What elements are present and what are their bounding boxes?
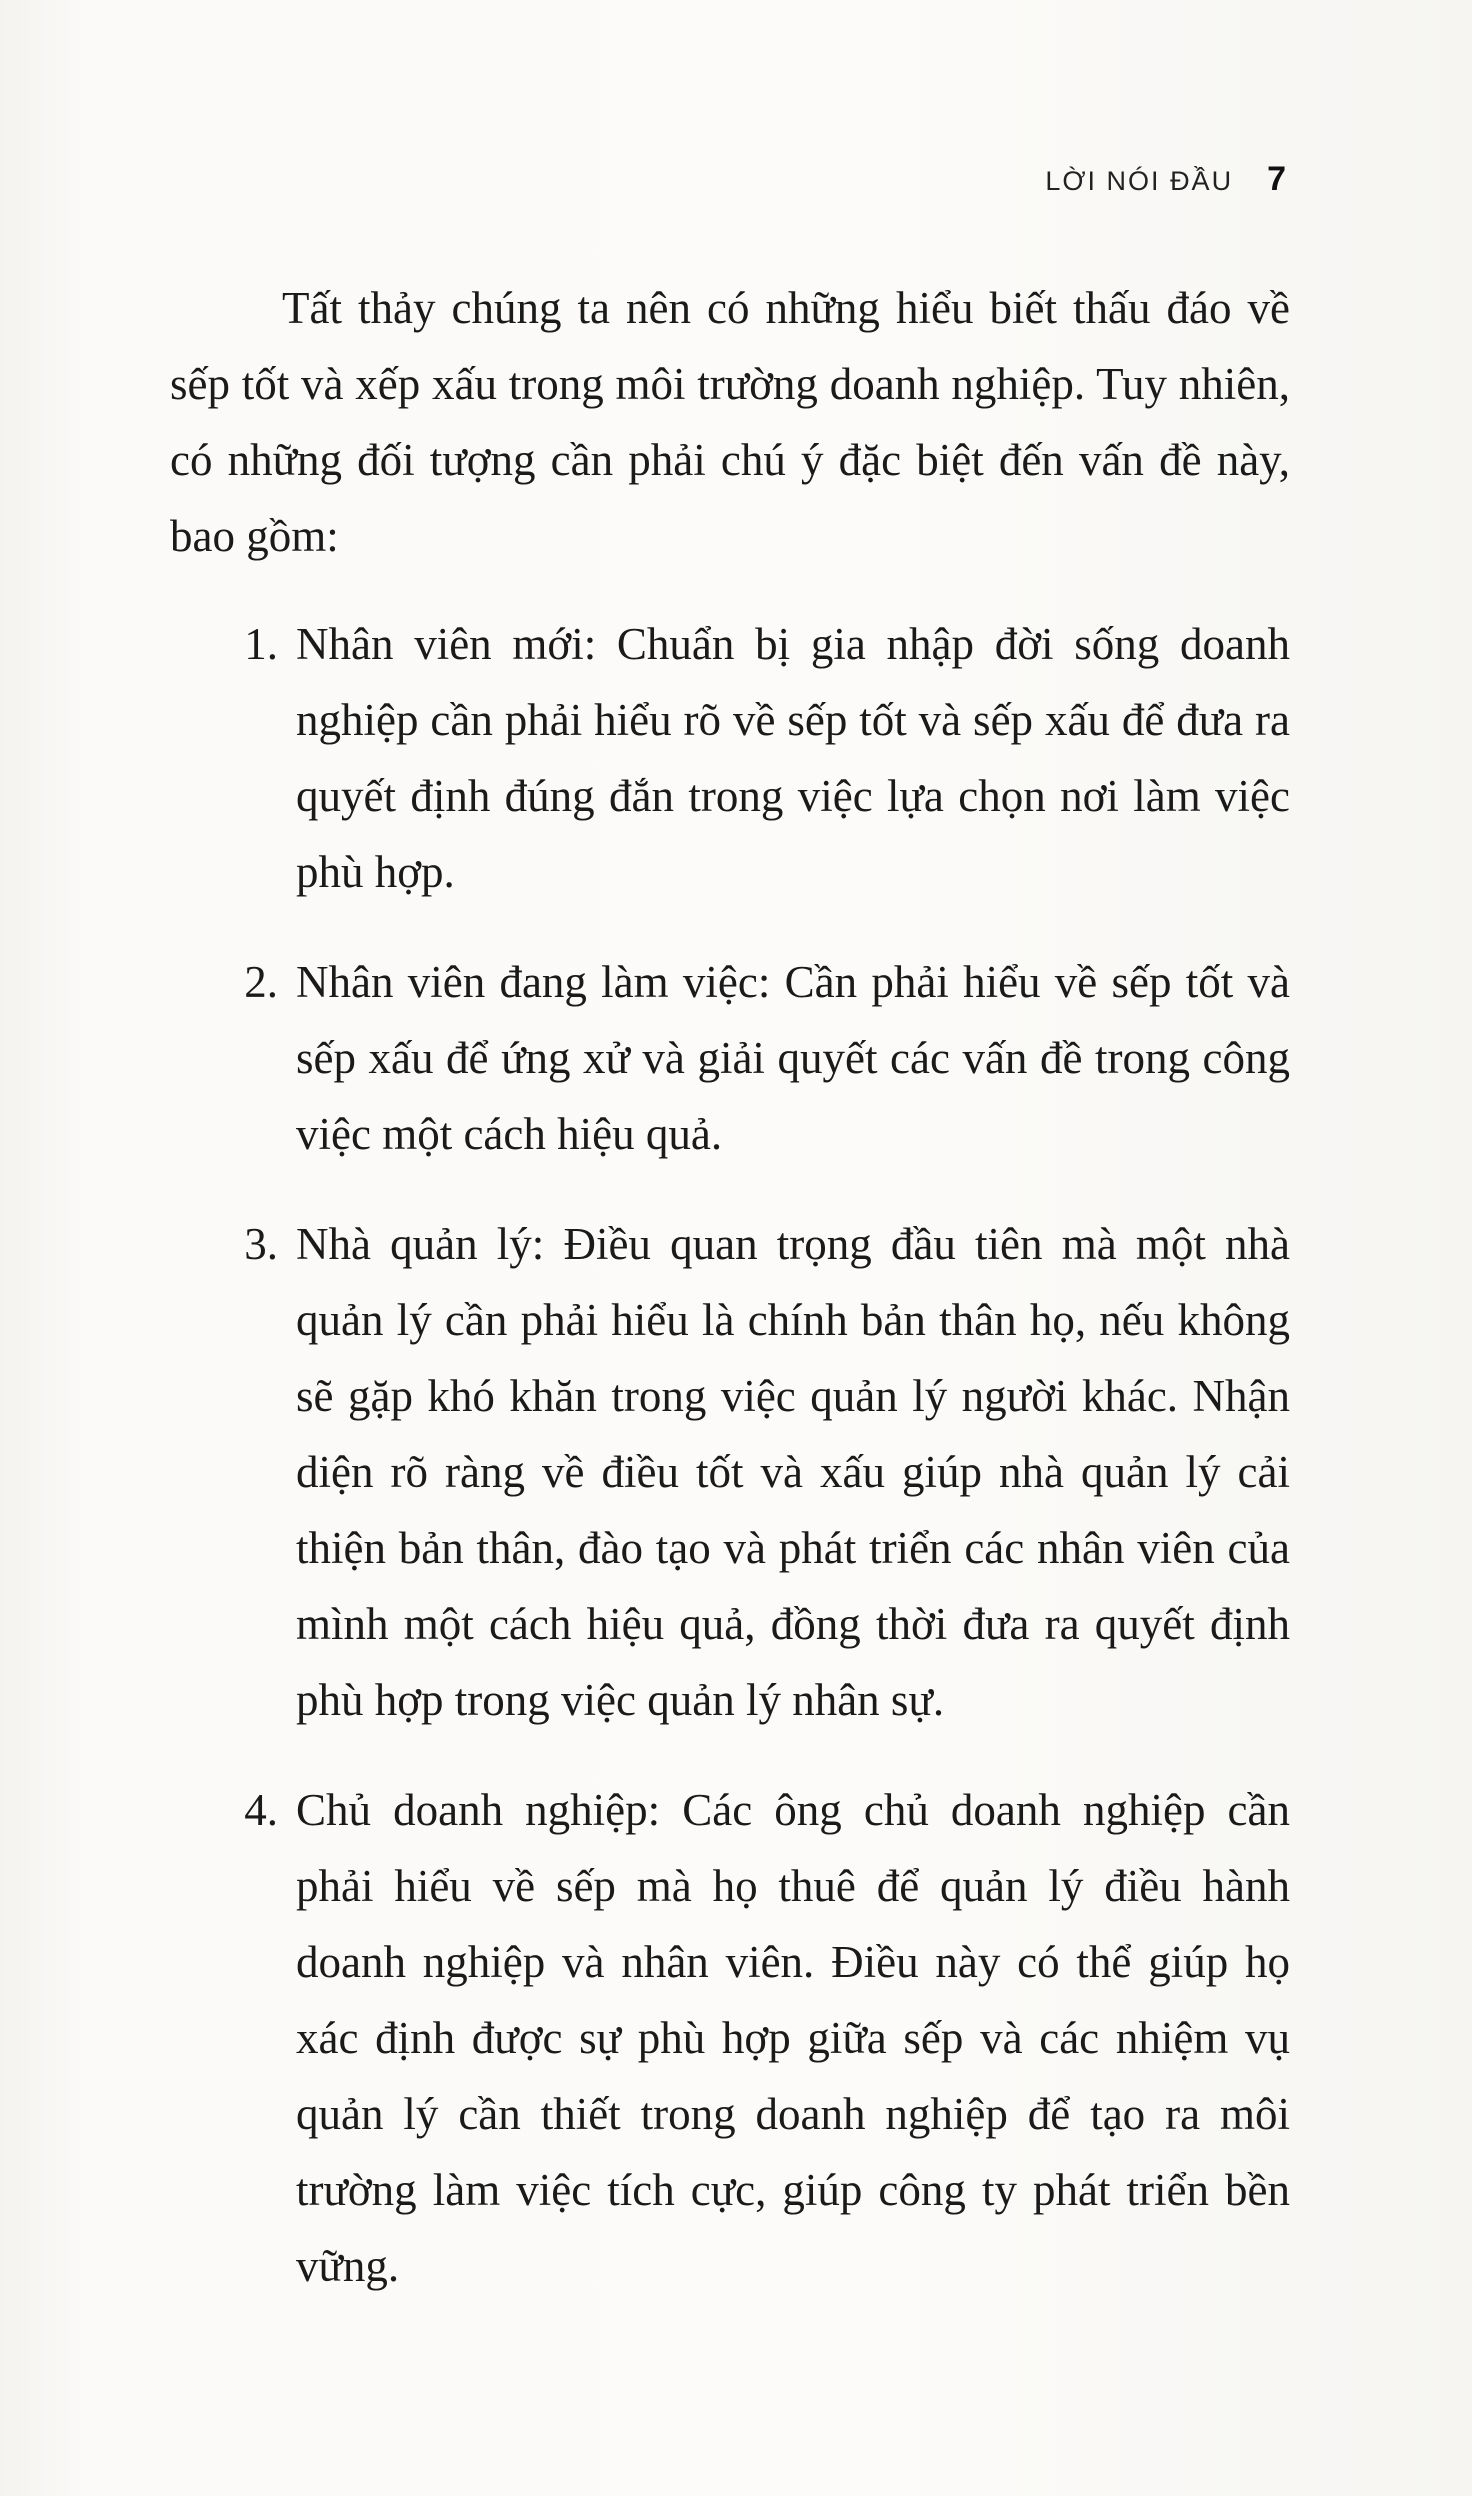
list-item-number: 2. (244, 957, 278, 1007)
body-text (170, 270, 1290, 2338)
list-item-current-employees (170, 944, 1290, 1172)
intro-paragraph: Tất thảy chúng ta nên có những hiểu biết thấu đáo về sếp tốt và xếp xấu trong môi trường doanh nghiệp. Tuy nhiên, có những đối tượng cần phải chú ý đặc biệt đến vấn đề này, bao gồm: (170, 283, 1290, 561)
list-item-managers (170, 1206, 1290, 1738)
list-item-text: Nhà quản lý: Điều quan trọng đầu tiên mà một nhà quản lý cần phải hiểu là chính bản thân họ, nếu không sẽ gặp khó khăn trong việc quản lý người khác. Nhận diện rõ ràng về điều tốt và xấu giúp nhà quản lý cải thiện bản thân, đào tạo và phát triển các nhân viên của mình một cách hiệu quả, đồng thời đưa ra quyết định phù hợp trong việc quản lý nhân sự. (296, 1219, 1290, 1725)
list-item-number: 3. (244, 1219, 278, 1269)
running-title: LỜI NÓI ĐẦU (1045, 166, 1234, 196)
list-item-number: 1. (244, 619, 278, 669)
page-number: 7 (1267, 160, 1286, 198)
list-item-text: Nhân viên mới: Chuẩn bị gia nhập đời sống doanh nghiệp cần phải hiểu rõ về sếp tốt và sếp xấu để đưa ra quyết định đúng đắn trong việc lựa chọn nơi làm việc phù hợp. (296, 619, 1290, 897)
list-item-text: Chủ doanh nghiệp: Các ông chủ doanh nghiệp cần phải hiểu về sếp mà họ thuê để quản lý điều hành doanh nghiệp và nhân viên. Điều này có thể giúp họ xác định được sự phù hợp giữa sếp và các nhiệm vụ quản lý cần thiết trong doanh nghiệp để tạo ra môi trường làm việc tích cực, giúp công ty phát triển bền vững. (296, 1785, 1290, 2291)
list-item-new-employees (170, 606, 1290, 910)
list-item-number: 4. (244, 1785, 278, 1835)
audience-list (170, 606, 1290, 2304)
list-item-business-owners (170, 1772, 1290, 2304)
running-header (1045, 160, 1286, 199)
list-item-text: Nhân viên đang làm việc: Cần phải hiểu về sếp tốt và sếp xấu để ứng xử và giải quyết các vấn đề trong công việc một cách hiệu quả. (296, 957, 1290, 1159)
